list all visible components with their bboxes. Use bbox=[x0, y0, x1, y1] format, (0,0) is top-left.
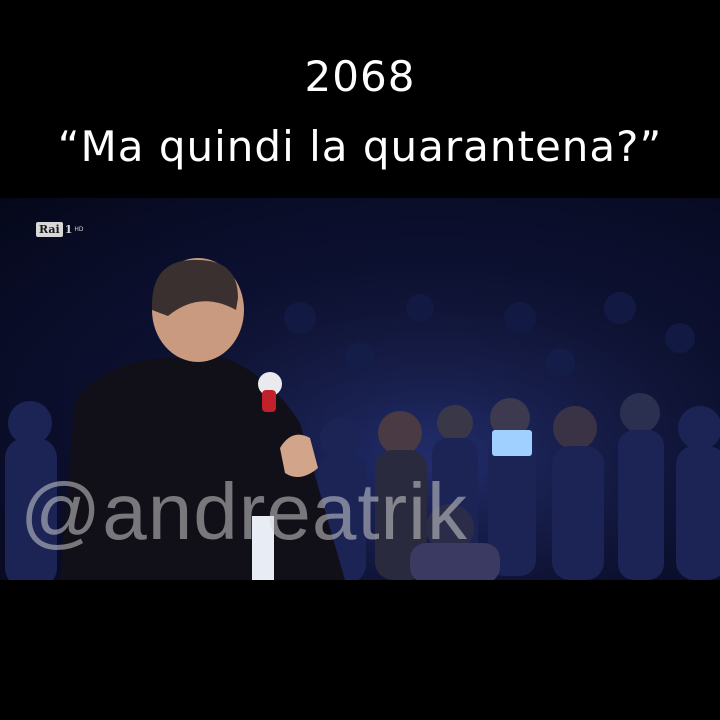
channel-logo-brand: Rai bbox=[36, 222, 63, 237]
caption-quote: “Ma quindi la quarantena?” bbox=[57, 122, 663, 171]
caption-panel bbox=[0, 0, 720, 198]
bottom-letterbox bbox=[0, 580, 720, 720]
channel-logo-number: 1 bbox=[64, 223, 73, 236]
caption-year: 2068 bbox=[304, 52, 416, 101]
watermark-handle: @andreatrik bbox=[20, 467, 468, 556]
phone-screen bbox=[492, 430, 532, 456]
video-frame[interactable] bbox=[0, 198, 720, 580]
channel-logo-quality: HD bbox=[74, 226, 84, 233]
channel-logo bbox=[36, 222, 84, 237]
